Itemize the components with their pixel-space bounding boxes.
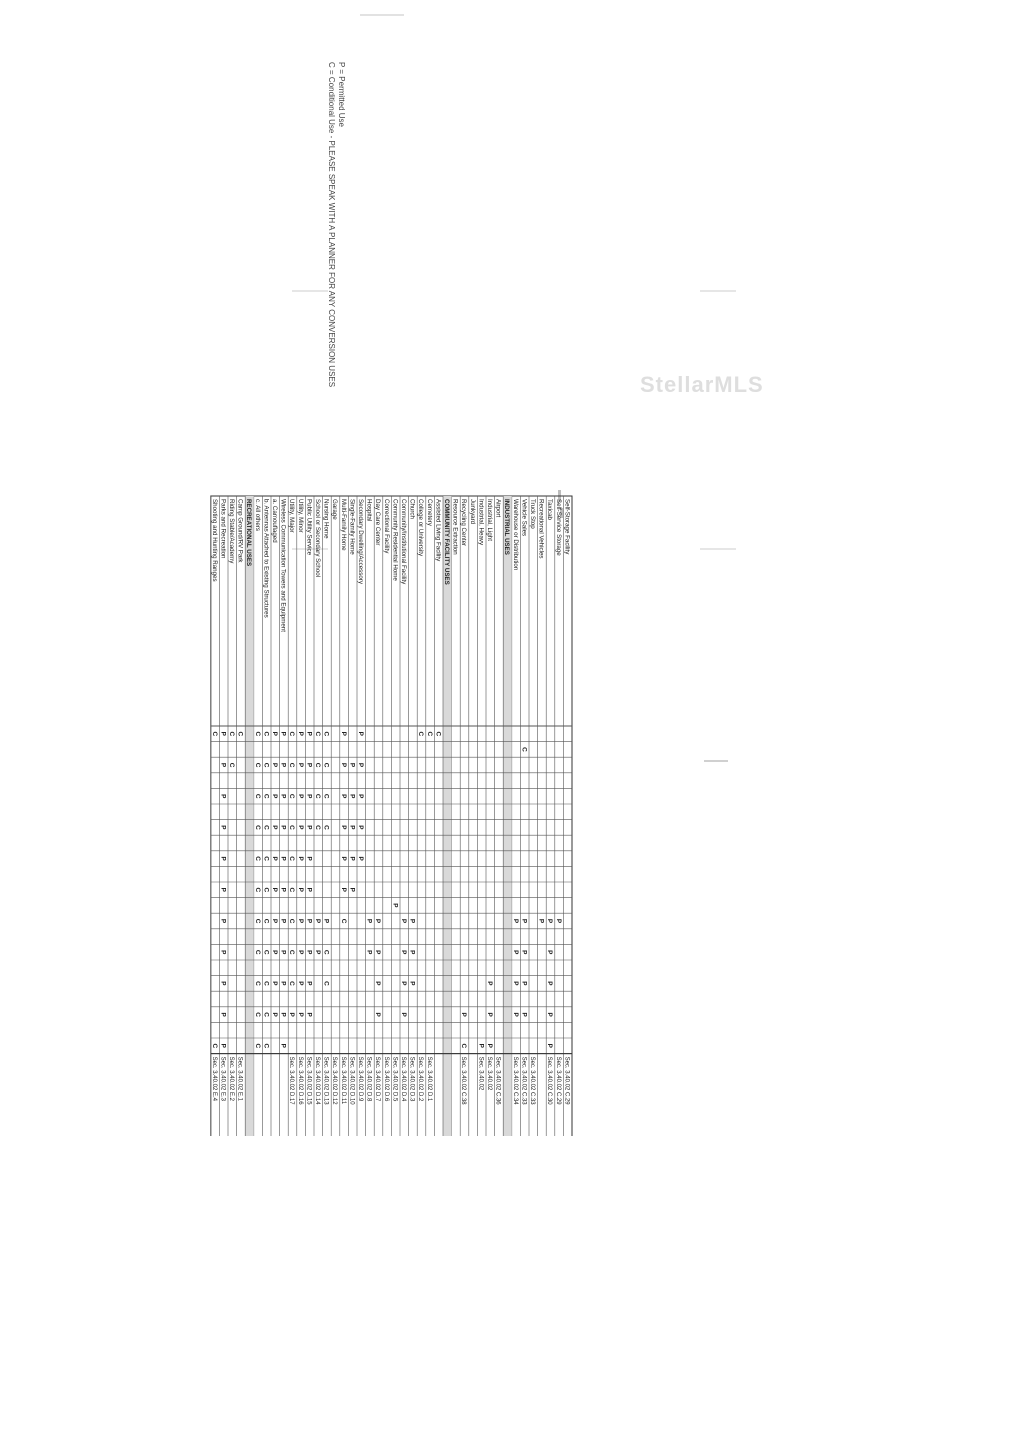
use-cell-value: C xyxy=(253,762,261,768)
use-cell-value: P xyxy=(296,981,304,986)
section-shading xyxy=(245,496,254,1136)
use-cell-value: P xyxy=(365,918,373,924)
use-cell-value: C xyxy=(262,981,270,986)
use-cell-value: P xyxy=(546,918,554,924)
use-label: INDUSTRIAL USES xyxy=(503,499,511,555)
section-reference: Sec. 3.40.02 xyxy=(477,1056,484,1091)
use-cell-value: C xyxy=(322,981,330,986)
use-label: Correctional Facility xyxy=(382,499,390,554)
use-cell-value: P xyxy=(408,918,416,924)
use-cell-value: P xyxy=(546,1012,554,1017)
use-cell-value: P xyxy=(305,731,313,736)
use-cell-value: P xyxy=(271,1012,278,1017)
use-label: c. All others xyxy=(253,499,261,531)
section-reference: Sec. 3.40.02 D.13 xyxy=(322,1056,329,1105)
use-cell-value: P xyxy=(520,950,528,955)
use-cell-value: P xyxy=(219,856,227,861)
use-label: College or University xyxy=(417,499,425,557)
watermark-text: StellarMLS xyxy=(640,372,764,397)
use-cell-value: P xyxy=(408,950,416,955)
use-cell-value: P xyxy=(279,1043,287,1048)
use-label: Day Care Center xyxy=(374,499,382,546)
use-label: Utility, Major xyxy=(288,499,296,533)
use-cell-value: P xyxy=(271,825,278,830)
use-label: Nursing Home xyxy=(322,499,330,539)
use-cell-value: C xyxy=(288,731,296,737)
use-cell-value: P xyxy=(348,762,356,768)
section-reference: Sec. 3.40.02 D.6 xyxy=(382,1056,389,1102)
section-reference: Sec. 3.40.02 xyxy=(486,1056,492,1091)
use-cell-value: C xyxy=(520,747,528,752)
use-cell-value: P xyxy=(279,918,287,924)
use-cell-value: P xyxy=(339,887,347,892)
use-cell-value: P xyxy=(357,762,364,768)
use-cell-value: C xyxy=(314,762,321,768)
use-cell-value: P xyxy=(357,731,364,736)
use-cell-value: C xyxy=(253,887,261,893)
use-cell-value: C xyxy=(288,856,296,861)
use-label: Industrial, Heavy xyxy=(477,499,485,546)
section-reference: Sec. 3.40.02 E.3 xyxy=(219,1056,226,1101)
use-label: Public Utility Service xyxy=(305,499,313,556)
use-cell-value: P xyxy=(305,762,313,768)
use-cell-value: C xyxy=(253,949,261,955)
use-cell-value: C xyxy=(253,793,261,799)
use-cell-value: P xyxy=(219,981,227,986)
use-cell-value: C xyxy=(322,825,330,830)
use-cell-value: P xyxy=(486,1012,493,1017)
use-cell-value: C xyxy=(314,731,321,737)
use-cell-value: P xyxy=(400,981,407,986)
use-cell-value: P xyxy=(279,950,287,955)
section-reference: Sec. 3.40.02 E.4 xyxy=(210,1056,217,1101)
use-cell-value: C xyxy=(228,731,235,737)
use-label: Community Residential Home xyxy=(391,499,399,581)
use-cell-value: P xyxy=(296,731,304,736)
use-label: Resource Extraction xyxy=(451,499,459,555)
use-cell-value: P xyxy=(357,856,364,861)
use-cell-value: P xyxy=(460,1012,468,1017)
footnote-permitted: P = Permitted Use xyxy=(337,62,346,127)
use-cell-value: P xyxy=(546,1043,554,1048)
use-cell-value: P xyxy=(520,1012,528,1017)
rotated-table-page xyxy=(195,436,580,1436)
use-cell-value: P xyxy=(279,1012,287,1017)
use-cell-value: C xyxy=(253,981,261,986)
use-cell-value: P xyxy=(296,825,304,830)
use-cell-value: P xyxy=(305,887,313,892)
use-label: Airport xyxy=(494,499,502,518)
use-cell-value: C xyxy=(339,918,347,924)
use-cell-value: P xyxy=(296,887,304,892)
use-cell-value: P xyxy=(219,762,227,768)
use-cell-value: C xyxy=(262,1043,270,1049)
use-label: Secondary Dwelling/Accessory xyxy=(357,499,364,584)
section-reference: Sec. 3.40.02 E.1 xyxy=(236,1056,243,1101)
section-reference: Sec. 3.40.02 D.5 xyxy=(391,1056,398,1102)
use-cell-value: P xyxy=(391,903,399,908)
use-label: Assisted Living Facility xyxy=(434,499,442,562)
footnote-conditional: C = Conditional Use - PLEASE SPEAK WITH A PLANNER FOR ANY CONVERSION USES xyxy=(327,62,336,388)
use-cell-value: P xyxy=(305,1012,313,1017)
use-label: Cemetery xyxy=(425,499,433,526)
section-shading xyxy=(443,496,452,1136)
use-cell-value: P xyxy=(339,825,347,830)
use-cell-value: P xyxy=(271,918,278,924)
use-cell-value: P xyxy=(296,794,304,799)
use-label: Church xyxy=(408,499,416,519)
use-cell-value: C xyxy=(434,731,442,737)
use-cell-value: P xyxy=(511,918,519,924)
use-cell-value: P xyxy=(296,950,304,955)
use-label: RECREATIONAL USES xyxy=(245,499,253,567)
use-cell-value: C xyxy=(322,731,330,737)
use-label: Wireless Communication Towers and Equipment xyxy=(279,499,287,632)
use-cell-value: C xyxy=(417,731,425,737)
use-cell-value: P xyxy=(305,794,313,799)
use-cell-value: P xyxy=(314,950,321,955)
use-cell-value: P xyxy=(400,918,407,924)
use-cell-value: P xyxy=(305,918,313,924)
scan-mark xyxy=(700,290,736,292)
use-label: Recreational Vehicles xyxy=(537,499,545,559)
use-cell-value: P xyxy=(219,1043,227,1048)
use-cell-value: P xyxy=(339,856,347,861)
use-cell-value: P xyxy=(486,981,493,986)
section-shading xyxy=(503,496,512,1136)
use-label: Taxicab xyxy=(546,499,554,520)
use-cell-value: C xyxy=(314,825,321,830)
use-cell-value: P xyxy=(400,950,407,955)
use-cell-value: P xyxy=(279,856,287,861)
use-cell-value: C xyxy=(288,762,296,768)
use-label: Community/Institutional Facility xyxy=(400,499,407,585)
use-cell-value: P xyxy=(279,794,287,799)
section-reference: Sec. 3.40.02 C.38 xyxy=(460,1056,467,1105)
use-cell-value: C xyxy=(253,825,261,830)
use-cell-value: P xyxy=(219,794,227,799)
use-label: b. Antennas Attached to Existing Structures xyxy=(262,499,270,618)
use-cell-value: C xyxy=(262,887,270,893)
use-label: Vehicle Sales xyxy=(520,499,528,537)
use-cell-value: P xyxy=(554,918,562,924)
use-cell-value: P xyxy=(374,950,382,955)
use-cell-value: P xyxy=(348,856,356,861)
use-cell-value: P xyxy=(219,950,227,955)
use-cell-value: C xyxy=(288,887,296,893)
use-label: Utility, Minor xyxy=(296,499,304,533)
use-cell-value: P xyxy=(314,918,321,924)
use-cell-value: C xyxy=(253,856,261,861)
section-reference: Sec. 3.40.02 C.29 xyxy=(554,1056,561,1105)
use-label: Hospital xyxy=(365,499,373,522)
section-reference: Sec. 3.40.02 D.2 xyxy=(417,1056,424,1102)
use-cell-value: P xyxy=(271,887,278,892)
section-reference: Sec. 3.40.02 C.30 xyxy=(546,1056,553,1105)
section-reference: Sec. 3.40.02 C.29 xyxy=(563,1056,570,1105)
section-reference: Sec. 3.40.02 D.10 xyxy=(348,1056,355,1105)
use-cell-value: P xyxy=(322,918,330,924)
use-label: Recycling Center xyxy=(460,499,468,547)
section-reference: Sec. 3.40.02 D.7 xyxy=(374,1056,381,1102)
use-cell-value: P xyxy=(400,1012,407,1017)
use-label: School or Secondary School xyxy=(314,499,321,578)
use-cell-value: C xyxy=(322,949,330,955)
use-cell-value: P xyxy=(537,918,545,924)
section-reference: Sec. 3.40.02 C.33 xyxy=(520,1056,527,1105)
use-cell-value: P xyxy=(279,762,287,768)
scan-mark xyxy=(292,290,328,292)
section-reference: Sec. 3.40.02 D.14 xyxy=(314,1056,320,1105)
use-cell-value: P xyxy=(271,731,278,736)
scan-mark xyxy=(704,760,728,762)
use-cell-value: P xyxy=(511,1012,519,1017)
section-reference: Sec. 3.40.02 D.4 xyxy=(400,1056,406,1102)
use-cell-value: P xyxy=(374,918,382,924)
use-cell-value: P xyxy=(288,1012,296,1017)
use-cell-value: P xyxy=(296,918,304,924)
use-cell-value: P xyxy=(279,731,287,736)
use-cell-value: P xyxy=(279,825,287,830)
use-label: Industrial, Light xyxy=(486,499,493,541)
use-cell-value: C xyxy=(262,856,270,861)
use-cell-value: C xyxy=(210,1043,218,1049)
scan-mark xyxy=(700,548,736,550)
use-label: Garage xyxy=(331,499,339,520)
use-cell-value: C xyxy=(322,762,330,768)
use-cell-value: C xyxy=(288,793,296,799)
use-cell-value: P xyxy=(271,981,278,986)
use-label: Parks and Recreation xyxy=(219,499,227,559)
section-reference: Sec. 3.40.02 D.16 xyxy=(296,1056,303,1105)
use-cell-value: P xyxy=(511,950,519,955)
use-cell-value: C xyxy=(253,731,261,737)
use-cell-value: P xyxy=(219,731,227,736)
use-cell-value: P xyxy=(305,856,313,861)
use-cell-value: P xyxy=(339,794,347,799)
use-label: Multi-Family Home xyxy=(339,499,347,551)
section-reference: Sec. 3.40.02 D.9 xyxy=(357,1056,363,1102)
use-cell-value: C xyxy=(262,731,270,737)
use-cell-value: P xyxy=(374,981,382,986)
use-label: Self-Service Storage xyxy=(554,499,562,556)
use-cell-value: C xyxy=(253,918,261,924)
use-cell-value: C xyxy=(262,949,270,955)
use-label: Riding Stable/Academy xyxy=(228,499,235,564)
use-cell-value: P xyxy=(296,1012,304,1017)
section-reference: Sec. 3.40.02 C.34 xyxy=(511,1056,518,1105)
use-label: Warehouse or Distribution xyxy=(511,499,519,571)
use-cell-value: P xyxy=(296,762,304,768)
use-cell-value: P xyxy=(546,950,554,955)
use-cell-value: C xyxy=(288,981,296,986)
use-cell-value: P xyxy=(477,1043,485,1048)
section-reference: Sec. 3.40.02 D.11 xyxy=(339,1056,346,1105)
use-cell-value: C xyxy=(228,762,235,768)
use-label: Truck Stop xyxy=(529,499,536,529)
use-cell-value: C xyxy=(210,731,218,737)
use-label: Shooting and Hunting Ranges xyxy=(210,499,218,582)
use-cell-value: P xyxy=(520,981,528,986)
use-cell-value: C xyxy=(288,825,296,830)
use-cell-value: C xyxy=(322,793,330,799)
use-cell-value: P xyxy=(271,950,278,955)
section-reference: Sec. 3.40.02 D.1 xyxy=(425,1056,432,1102)
section-reference: Sec. 3.40.02 D.8 xyxy=(365,1056,372,1102)
section-reference: Sec. 3.40.02 C.36 xyxy=(494,1056,501,1105)
use-cell-value: C xyxy=(314,793,321,799)
section-reference: Sec. 3.40.02 E.2 xyxy=(228,1056,234,1101)
section-reference: Sec. 3.40.02 D.15 xyxy=(305,1056,312,1105)
use-cell-value: C xyxy=(253,1043,261,1049)
use-cell-value: P xyxy=(486,1043,493,1048)
use-cell-value: P xyxy=(511,981,519,986)
use-cell-value: P xyxy=(365,950,373,955)
use-cell-value: P xyxy=(339,762,347,768)
use-cell-value: C xyxy=(288,949,296,955)
use-cell-value: P xyxy=(296,856,304,861)
use-label: Camp Ground/RV Park xyxy=(236,499,244,563)
use-cell-value: P xyxy=(305,950,313,955)
use-cell-value: P xyxy=(271,856,278,861)
use-label: a. Camouflaged xyxy=(271,499,278,543)
use-cell-value: P xyxy=(357,794,364,799)
use-label: COMMUNITY FACILITY USES xyxy=(443,499,450,585)
use-cell-value: P xyxy=(357,825,364,830)
use-cell-value: P xyxy=(348,825,356,830)
use-cell-value: C xyxy=(425,731,433,737)
section-reference: Sec. 3.40.02 D.3 xyxy=(408,1056,415,1102)
use-cell-value: P xyxy=(219,918,227,924)
scan-mark xyxy=(360,14,404,16)
use-cell-value: P xyxy=(279,981,287,986)
use-cell-value: C xyxy=(288,918,296,924)
use-label: Single-Family Home xyxy=(348,499,356,555)
use-cell-value: C xyxy=(262,793,270,799)
use-cell-value: P xyxy=(374,1012,382,1017)
use-cell-value: P xyxy=(339,731,347,736)
section-reference: Sec. 3.40.02 C.33 xyxy=(529,1056,535,1105)
use-cell-value: P xyxy=(305,981,313,986)
use-cell-value: P xyxy=(271,794,278,799)
use-cell-value: P xyxy=(219,825,227,830)
use-cell-value: P xyxy=(546,981,554,986)
use-cell-value: C xyxy=(262,1012,270,1017)
use-cell-value: C xyxy=(262,825,270,830)
use-label: Junkyard xyxy=(468,499,476,525)
use-cell-value: P xyxy=(520,918,528,924)
use-cell-value: C xyxy=(460,1043,468,1049)
section-reference: Sec. 3.40.02 D.12 xyxy=(331,1056,338,1105)
use-cell-value: P xyxy=(305,825,313,830)
use-cell-value: P xyxy=(271,762,278,768)
use-cell-value: P xyxy=(219,1012,227,1017)
use-cell-value: P xyxy=(219,887,227,892)
use-cell-value: P xyxy=(348,794,356,799)
use-cell-value: P xyxy=(279,887,287,892)
use-cell-value: C xyxy=(236,731,244,737)
use-cell-value: P xyxy=(348,887,356,892)
use-cell-value: C xyxy=(253,1012,261,1017)
use-cell-value: P xyxy=(408,981,416,986)
use-label: Self-Storage Facility xyxy=(563,499,571,555)
use-cell-value: C xyxy=(262,762,270,768)
zoning-use-table xyxy=(200,436,580,1136)
use-cell-value: C xyxy=(262,918,270,924)
section-reference: Sec. 3.40.02 D.17 xyxy=(288,1056,295,1105)
